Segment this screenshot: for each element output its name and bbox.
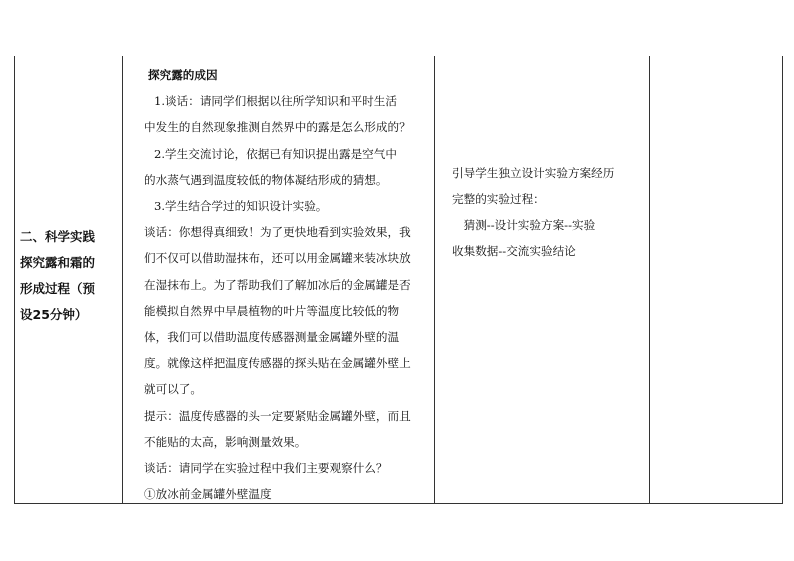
section-label-line: 探究露和霜的 <box>20 255 96 270</box>
table-divider-3 <box>649 56 650 504</box>
table-border-left <box>14 56 15 504</box>
activity-line: 体，我们可以借助温度传感器测量金属罐外壁的温 <box>144 330 400 345</box>
design-intent-cell <box>452 160 652 264</box>
activity-line: 中发生的自然现象推测自然界中的露是怎么形成的？ <box>144 120 411 135</box>
activity-line: 不能贴的太高，影响测量效果。 <box>144 434 307 449</box>
activity-title: 探究露的成因 <box>148 68 218 82</box>
design-intent-line: 引导学生独立设计实验方案经历 <box>452 166 615 180</box>
section-label-cell <box>20 224 128 328</box>
section-label-line: 形成过程（预 <box>20 281 96 296</box>
activity-line: 3.学生结合学过的知识设计实验。 <box>154 199 328 214</box>
table-border-right <box>782 56 783 504</box>
activity-line: 就可以了。 <box>144 382 202 397</box>
teaching-activity-cell <box>144 62 440 507</box>
section-label-line: 二、科学实践 <box>20 229 96 244</box>
activity-line: 谈话：请同学在实验过程中我们主要观察什么？ <box>144 461 388 476</box>
design-intent-line: 猜测--设计实验方案--实验 <box>452 218 596 232</box>
design-intent-line: 完整的实验过程： <box>452 192 545 206</box>
lesson-plan-table <box>14 56 783 504</box>
activity-line: 提示：温度传感器的头一定要紧贴金属罐外壁，而且 <box>144 408 411 423</box>
activity-line: 谈话：你想得真细致！为了更快地看到实验效果，我 <box>144 225 411 240</box>
activity-line: ①放冰前金属罐外壁温度 <box>144 487 272 502</box>
activity-line: 在湿抹布上。为了帮助我们了解加冰后的金属罐是否 <box>144 277 411 292</box>
activity-line: 度。就像这样把温度传感器的探头贴在金属罐外壁上 <box>144 356 411 371</box>
activity-line: 1.谈话：请同学们根据以往所学知识和平时生活 <box>154 94 397 109</box>
activity-line: 们不仅可以借助湿抹布，还可以用金属罐来装冰块放 <box>144 251 411 266</box>
design-intent-line: 收集数据--交流实验结论 <box>452 244 576 258</box>
activity-line: 的水蒸气遇到温度较低的物体凝结形成的猜想。 <box>144 172 388 187</box>
activity-line: 2.学生交流讨论，依据已有知识提出露是空气中 <box>154 146 397 161</box>
section-label-line: 设25分钟） <box>20 307 88 322</box>
activity-line: 能模拟自然界中早晨植物的叶片等温度比较低的物 <box>144 303 400 318</box>
